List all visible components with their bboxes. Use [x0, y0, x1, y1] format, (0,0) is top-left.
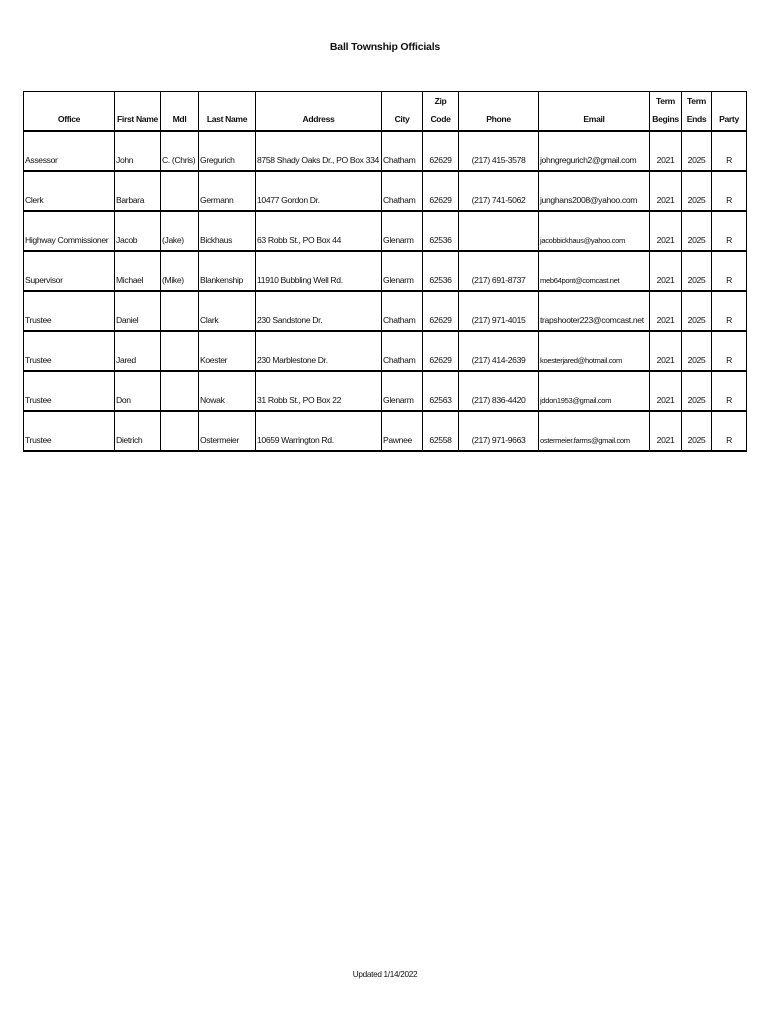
- cell-last-name: Gregurich: [199, 131, 256, 171]
- cell-address: 10477 Gordon Dr.: [256, 171, 382, 211]
- cell-term-ends: 2025: [682, 131, 712, 171]
- cell-zip: 62629: [423, 331, 459, 371]
- updated-note: Updated 1/14/2022: [352, 970, 418, 979]
- header-term-begins: [650, 92, 682, 132]
- cell-phone: (217) 741-5062: [459, 171, 539, 211]
- cell-mdl: [161, 411, 199, 451]
- cell-term-begins: 2021: [650, 291, 682, 331]
- cell-zip: 62536: [423, 251, 459, 291]
- cell-term-begins: 2021: [650, 131, 682, 171]
- cell-first-name: Dietrich: [115, 411, 161, 451]
- header-row: [24, 92, 747, 132]
- cell-first-name: Michael: [115, 251, 161, 291]
- cell-zip: 62629: [423, 171, 459, 211]
- cell-mdl: (Jake): [161, 211, 199, 251]
- table-row: [24, 371, 747, 411]
- cell-phone: (217) 836-4420: [459, 371, 539, 411]
- cell-party: R: [712, 211, 747, 251]
- cell-address: 10659 Warrington Rd.: [256, 411, 382, 451]
- cell-email: ostermeier.farms@gmail.com: [539, 411, 650, 451]
- cell-term-ends: 2025: [682, 371, 712, 411]
- cell-email: jacobbickhaus@yahoo.com: [539, 211, 650, 251]
- header-address: Address: [256, 92, 382, 132]
- cell-city: Chatham: [382, 291, 423, 331]
- cell-city: Chatham: [382, 171, 423, 211]
- header-term-ends-line1: Term: [687, 96, 706, 106]
- cell-last-name: Blankenship: [199, 251, 256, 291]
- cell-term-begins: 2021: [650, 371, 682, 411]
- cell-office: Supervisor: [24, 251, 115, 291]
- cell-city: Glenarm: [382, 371, 423, 411]
- cell-phone: (217) 691-8737: [459, 251, 539, 291]
- cell-email: meb64pont@comcast.net: [539, 251, 650, 291]
- cell-zip: 62536: [423, 211, 459, 251]
- header-term-begins-line2: Begins: [652, 114, 679, 124]
- cell-email: johngregurich2@gmail.com: [539, 131, 650, 171]
- cell-mdl: [161, 171, 199, 211]
- cell-phone: (217) 971-9663: [459, 411, 539, 451]
- cell-email: jddon1953@gmail.com: [539, 371, 650, 411]
- cell-address: 230 Sandstone Dr.: [256, 291, 382, 331]
- cell-address: 31 Robb St., PO Box 22: [256, 371, 382, 411]
- cell-first-name: Don: [115, 371, 161, 411]
- table-row: [24, 331, 747, 371]
- cell-term-ends: 2025: [682, 251, 712, 291]
- cell-last-name: Ostermeier: [199, 411, 256, 451]
- cell-phone: [459, 211, 539, 251]
- cell-zip: 62629: [423, 131, 459, 171]
- header-party: Party: [712, 92, 747, 132]
- cell-zip: 62558: [423, 411, 459, 451]
- table-row: [24, 171, 747, 211]
- cell-phone: (217) 971-4015: [459, 291, 539, 331]
- table-row: [24, 291, 747, 331]
- header-phone: Phone: [459, 92, 539, 132]
- cell-first-name: Jared: [115, 331, 161, 371]
- cell-email: koesterjared@hotmail.com: [539, 331, 650, 371]
- header-term-ends-line2: Ends: [686, 114, 707, 124]
- cell-party: R: [712, 131, 747, 171]
- cell-last-name: Clark: [199, 291, 256, 331]
- header-term-begins-line1: Term: [656, 96, 675, 106]
- header-zip: Zip Code: [423, 92, 459, 132]
- cell-term-ends: 2025: [682, 411, 712, 451]
- cell-term-ends: 2025: [682, 291, 712, 331]
- table-row: [24, 411, 747, 451]
- officials-table: [23, 91, 747, 452]
- header-email: Email: [539, 92, 650, 132]
- cell-last-name: Bickhaus: [199, 211, 256, 251]
- cell-city: Glenarm: [382, 251, 423, 291]
- cell-term-begins: 2021: [650, 251, 682, 291]
- cell-term-begins: 2021: [650, 211, 682, 251]
- table-row: [24, 251, 747, 291]
- table-row: [24, 211, 747, 251]
- cell-office: Highway Commissioner: [24, 211, 115, 251]
- header-city: City: [382, 92, 423, 132]
- cell-city: Glenarm: [382, 211, 423, 251]
- cell-term-begins: 2021: [650, 411, 682, 451]
- header-last-name: Last Name: [199, 92, 256, 132]
- cell-first-name: Daniel: [115, 291, 161, 331]
- cell-email: junghans2008@yahoo.com: [539, 171, 650, 211]
- cell-party: R: [712, 251, 747, 291]
- cell-office: Trustee: [24, 371, 115, 411]
- cell-address: 8758 Shady Oaks Dr., PO Box 334: [256, 131, 382, 171]
- cell-party: R: [712, 411, 747, 451]
- cell-last-name: Koester: [199, 331, 256, 371]
- cell-last-name: Nowak: [199, 371, 256, 411]
- table-row: [24, 131, 747, 171]
- cell-phone: (217) 415-3578: [459, 131, 539, 171]
- cell-address: 63 Robb St., PO Box 44: [256, 211, 382, 251]
- cell-city: Chatham: [382, 131, 423, 171]
- cell-mdl: [161, 331, 199, 371]
- cell-first-name: John: [115, 131, 161, 171]
- cell-term-ends: 2025: [682, 331, 712, 371]
- cell-term-begins: 2021: [650, 331, 682, 371]
- cell-zip: 62629: [423, 291, 459, 331]
- cell-term-ends: 2025: [682, 171, 712, 211]
- cell-address: 230 Marblestone Dr.: [256, 331, 382, 371]
- cell-party: R: [712, 331, 747, 371]
- cell-term-begins: 2021: [650, 171, 682, 211]
- cell-term-ends: 2025: [682, 211, 712, 251]
- cell-office: Trustee: [24, 331, 115, 371]
- cell-party: R: [712, 371, 747, 411]
- header-first-name: First Name: [115, 92, 161, 132]
- cell-mdl: C. (Chris): [161, 131, 199, 171]
- cell-first-name: Jacob: [115, 211, 161, 251]
- cell-last-name: Germann: [199, 171, 256, 211]
- cell-office: Trustee: [24, 291, 115, 331]
- cell-office: Clerk: [24, 171, 115, 211]
- cell-zip: 62563: [423, 371, 459, 411]
- header-office: Office: [24, 92, 115, 132]
- cell-city: Pawnee: [382, 411, 423, 451]
- cell-first-name: Barbara: [115, 171, 161, 211]
- cell-office: Assessor: [24, 131, 115, 171]
- page-title: Ball Township Officials: [329, 41, 441, 53]
- cell-email: trapshooter223@comcast.net: [539, 291, 650, 331]
- cell-party: R: [712, 171, 747, 211]
- cell-mdl: (Mike): [161, 251, 199, 291]
- cell-office: Trustee: [24, 411, 115, 451]
- header-term-ends: [682, 92, 712, 132]
- cell-party: R: [712, 291, 747, 331]
- cell-phone: (217) 414-2639: [459, 331, 539, 371]
- cell-address: 11910 Bubbling Well Rd.: [256, 251, 382, 291]
- cell-city: Chatham: [382, 331, 423, 371]
- cell-mdl: [161, 371, 199, 411]
- header-mdl: Mdl: [161, 92, 199, 132]
- cell-mdl: [161, 291, 199, 331]
